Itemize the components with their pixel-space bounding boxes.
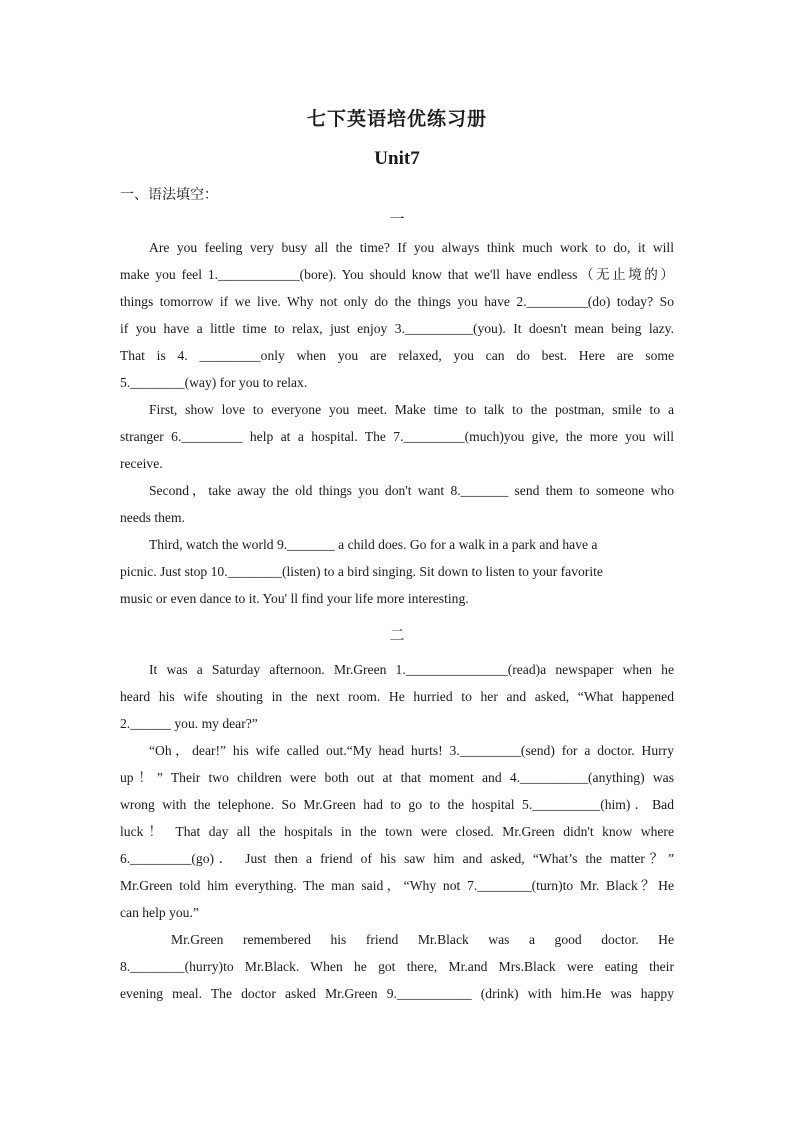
passage-2-line: 2.______ you. my dear?” <box>120 716 258 731</box>
passage-1-line: picnic. Just stop 10.________(listen) to a bird singing. Sit down to listen to your favorite <box>120 564 603 579</box>
passage-1-line: music or even dance to it. You' ll find your life more interesting. <box>120 591 469 606</box>
passage-1-line: Second，take away the old things you don't want 8._______ send them to someone who <box>149 483 674 498</box>
passage-2-line: 8.________(hurry)to Mr.Black. When he got there, Mr.and Mrs.Black were eating their <box>120 959 674 974</box>
passage-2-line: “Oh，dear!” his wife called out.“My head hurts! 3._________(send) for a doctor. Hurry <box>149 743 674 758</box>
passage-1-text <box>120 234 674 612</box>
passage-2-line: Mr.Green remembered his friend Mr.Black was a good doctor. He <box>171 932 674 947</box>
passage-1-line: Are you feeling very busy all the time? If you always think much work to do, it will <box>149 240 674 255</box>
passage-1-line: stranger 6._________ help at a hospital. The 7._________(much)you give, the more you will <box>120 429 674 444</box>
page-title: 七下英语培优练习册 <box>306 109 487 130</box>
unit-heading: Unit7 <box>374 148 420 169</box>
passage-2-line: Mr.Green told him everything. The man said，“Why not 7.________(turn)to Mr. Black？He <box>120 878 674 893</box>
passage-1-line: if you have a little time to relax, just enjoy 3.__________(you). It doesn't mean being lazy. <box>120 321 674 336</box>
passage-1-line: needs them. <box>120 510 185 525</box>
passage-1-line: That is 4. _________only when you are relaxed, you can do best. Here are some <box>120 348 674 363</box>
passage-2-line: 6._________(go)． Just then a friend of his saw him and asked, “What’s the matter？” <box>120 851 674 866</box>
passage-1-mark: 一 <box>389 212 405 228</box>
passage-2-line: luck！ That day all the hospitals in the town were closed. Mr.Green didn't know where <box>120 824 674 839</box>
passage-2-line: can help you.” <box>120 905 199 920</box>
passage-2-mark: 二 <box>389 628 405 644</box>
section-heading: 一、语法填空： <box>120 188 218 203</box>
passage-1-line: make you feel 1.____________(bore). You should know that we'll have endless（无止境的） <box>120 267 674 282</box>
passage-2-line: up！” Their two children were both out at that moment and 4.__________(anything) was <box>120 770 674 785</box>
passage-1-line: Third, watch the world 9._______ a child does. Go for a walk in a park and have a <box>149 537 598 552</box>
passage-2-line: evening meal. The doctor asked Mr.Green 9.___________ (drink) with him.He was happy <box>120 986 674 1001</box>
passage-2-line: wrong with the telephone. So Mr.Green had to go to the hospital 5.__________(him)．Bad <box>120 797 674 812</box>
passage-1-line: 5.________(way) for you to relax. <box>120 375 308 390</box>
passage-1-line: things tomorrow if we live. Why not only do the things you have 2._________(do) today? So <box>120 294 674 309</box>
passage-1-line: receive. <box>120 456 163 471</box>
passage-2-line: heard his wife shouting in the next room. He hurried to her and asked, “What happened <box>120 689 674 704</box>
passage-2-text <box>120 656 674 1007</box>
passage-2-line: It was a Saturday afternoon. Mr.Green 1._______________(read)a newspaper when he <box>149 662 674 677</box>
passage-1-line: First, show love to everyone you meet. Make time to talk to the postman, smile to a <box>149 402 674 417</box>
